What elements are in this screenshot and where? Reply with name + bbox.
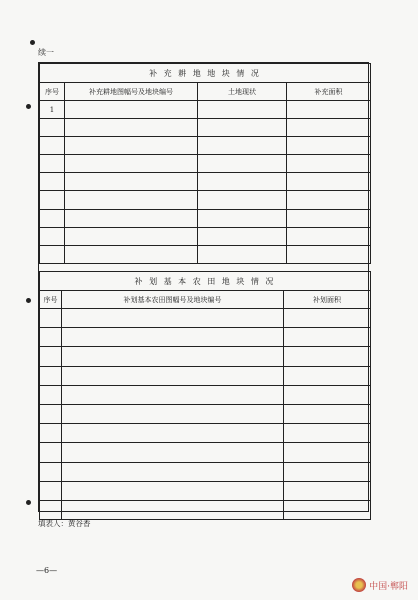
table-cell	[40, 173, 65, 191]
continued-label: 续一	[38, 48, 54, 57]
table-row	[40, 462, 371, 481]
table-cell	[284, 328, 371, 347]
table-cell	[198, 209, 287, 227]
table-row	[40, 119, 371, 137]
table-cell	[62, 443, 284, 462]
table-cell	[40, 245, 65, 263]
col-header-supplement-area: 补充面积	[287, 83, 371, 101]
table-row	[40, 309, 371, 328]
table-row	[40, 500, 371, 519]
table-cell	[40, 155, 65, 173]
table-cell	[40, 481, 62, 500]
table-cell	[198, 155, 287, 173]
table-row	[40, 173, 371, 191]
table-cell	[40, 209, 65, 227]
table-row	[40, 245, 371, 263]
form-filler: 填表人：黄谷香	[38, 519, 91, 528]
supplementary-farmland-table	[39, 63, 371, 264]
table-cell	[65, 137, 198, 155]
table-cell	[284, 462, 371, 481]
table-cell	[62, 328, 284, 347]
punch-hole-dot	[26, 500, 31, 505]
section1-title: 补 充 耕 地 地 块 情 况	[40, 64, 371, 83]
table-cell	[287, 227, 371, 245]
table-cell	[40, 500, 62, 519]
table-cell	[65, 227, 198, 245]
table-cell	[62, 500, 284, 519]
table-cell	[284, 309, 371, 328]
punch-hole-dot	[26, 104, 31, 109]
table-cell	[287, 101, 371, 119]
table-cell	[284, 385, 371, 404]
table-cell	[284, 500, 371, 519]
table-cell	[40, 443, 62, 462]
table-cell	[284, 443, 371, 462]
table-cell	[40, 347, 62, 366]
table-row	[40, 101, 371, 119]
table-cell	[62, 309, 284, 328]
section2-title: 补 划 基 本 农 田 地 块 情 况	[40, 272, 371, 291]
table-cell	[65, 191, 198, 209]
table-cell	[284, 424, 371, 443]
table-cell	[284, 404, 371, 423]
table-row	[40, 404, 371, 423]
watermark	[352, 578, 408, 592]
punch-hole-dot	[26, 298, 31, 303]
table-cell	[284, 366, 371, 385]
table-cell	[198, 191, 287, 209]
table-row	[40, 385, 371, 404]
table-cell	[62, 385, 284, 404]
table-row	[40, 191, 371, 209]
table-cell	[40, 462, 62, 481]
table-cell	[40, 137, 65, 155]
table-cell	[287, 209, 371, 227]
table-cell	[198, 245, 287, 263]
table-cell	[62, 462, 284, 481]
table-cell	[65, 119, 198, 137]
table-cell	[287, 245, 371, 263]
table-cell	[40, 366, 62, 385]
table-cell	[198, 137, 287, 155]
table-cell	[287, 173, 371, 191]
table-cell	[65, 173, 198, 191]
col-header-map-parcel-no: 补充耕地图幅号及地块编号	[65, 83, 198, 101]
col-header-serial: 序号	[40, 83, 65, 101]
col-header-land-status: 土地现状	[198, 83, 287, 101]
emblem-icon	[352, 578, 366, 592]
page-number: —6—	[36, 566, 58, 575]
table-cell	[40, 328, 62, 347]
land-parcel-form	[38, 62, 369, 512]
table-cell	[287, 119, 371, 137]
table-cell	[284, 481, 371, 500]
table-row	[40, 328, 371, 347]
table-cell	[40, 404, 62, 423]
table-cell	[62, 481, 284, 500]
table-row	[40, 347, 371, 366]
table-cell	[40, 191, 65, 209]
table-cell	[287, 155, 371, 173]
table-cell	[62, 347, 284, 366]
table-cell	[40, 309, 62, 328]
table-row	[40, 481, 371, 500]
table-cell	[62, 366, 284, 385]
table-cell	[284, 347, 371, 366]
table-row	[40, 227, 371, 245]
table-cell	[198, 173, 287, 191]
table-cell	[62, 404, 284, 423]
col-header-map-parcel-no: 补划基本农田图幅号及地块编号	[62, 291, 284, 309]
table-cell	[40, 385, 62, 404]
table-cell	[62, 424, 284, 443]
table-row	[40, 155, 371, 173]
table-cell: 1	[40, 101, 65, 119]
table-row	[40, 424, 371, 443]
table-cell	[198, 101, 287, 119]
table-cell	[40, 119, 65, 137]
table-row	[40, 137, 371, 155]
col-header-designated-area: 补划面积	[284, 291, 371, 309]
table-cell	[65, 155, 198, 173]
table-cell	[65, 101, 198, 119]
table-cell	[65, 209, 198, 227]
table-cell	[40, 227, 65, 245]
table-cell	[287, 191, 371, 209]
col-header-serial: 序号	[40, 291, 62, 309]
watermark-text: 中国·郸阳	[369, 581, 408, 592]
basic-farmland-table	[39, 271, 371, 520]
table-cell	[198, 119, 287, 137]
table-row	[40, 209, 371, 227]
table-row	[40, 366, 371, 385]
punch-hole-dot	[30, 40, 35, 45]
table-cell	[198, 227, 287, 245]
table-cell	[65, 245, 198, 263]
table-row	[40, 443, 371, 462]
table-cell	[287, 137, 371, 155]
table-cell	[40, 424, 62, 443]
